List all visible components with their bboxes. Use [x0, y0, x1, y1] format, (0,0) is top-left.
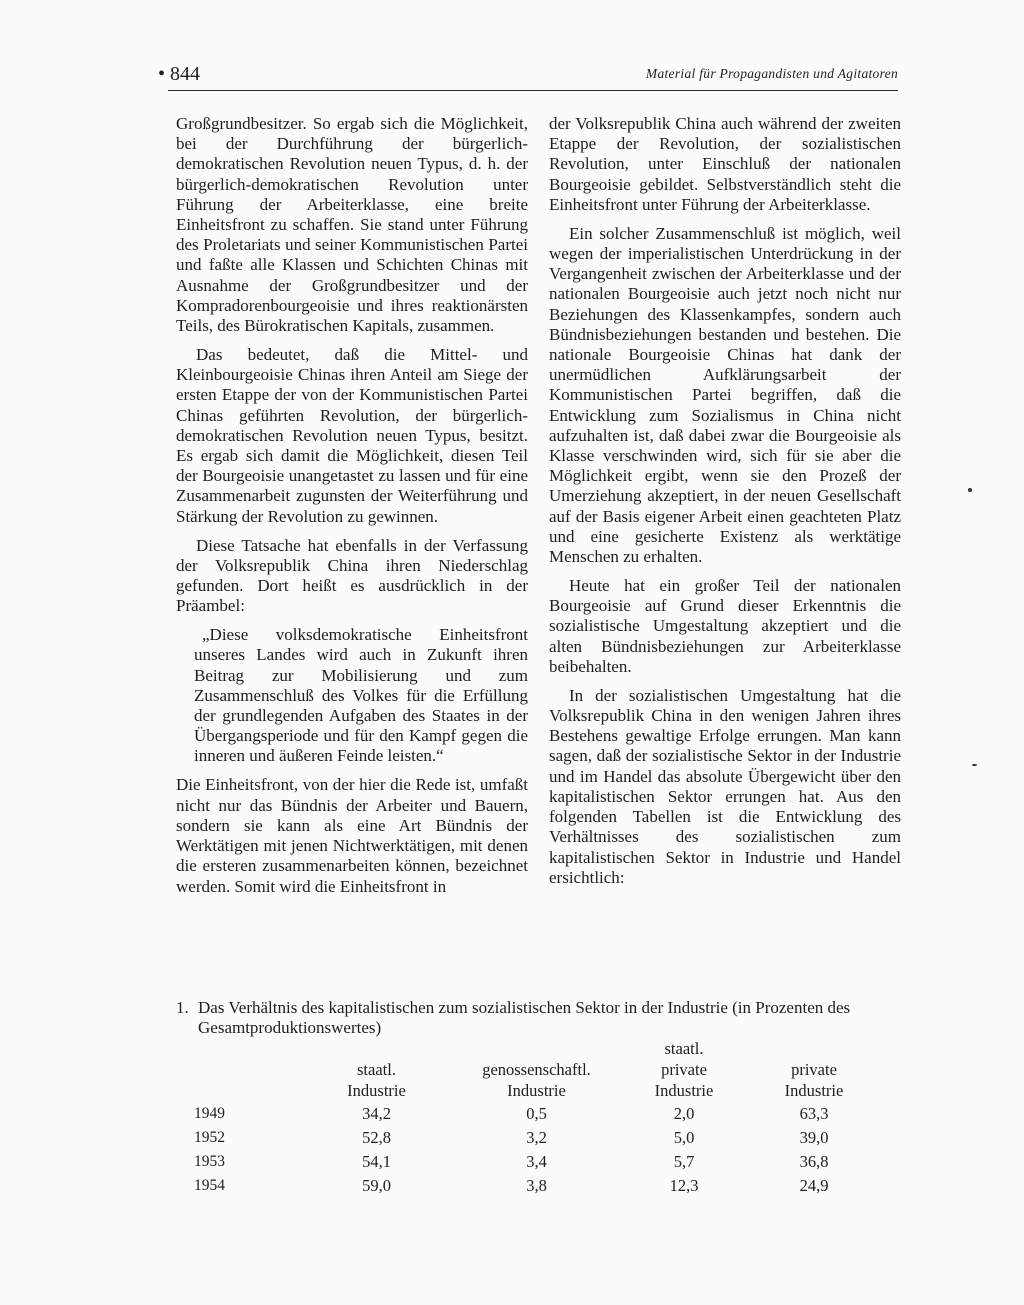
- left-column: [176, 114, 528, 906]
- column-header: private Industrie: [784, 1060, 844, 1100]
- year-cell: 1954: [194, 1176, 225, 1194]
- value-cell: 3,8: [526, 1175, 547, 1195]
- block-quote: „Diese volksdemokratische Einheitsfront unseres Landes wird auch in Zukunft ihren Beitrag zur Mobilisierung und zum Zusammenschluß des Volkes für die Erfüllung der grundlegenden Aufgaben des Staates in der Übergangsperiode und für den Kampf gegen die inneren und äußeren Feinde leisten.“: [194, 625, 528, 766]
- page-number: • 844: [158, 63, 201, 85]
- table-number: 1.: [176, 998, 189, 1017]
- value-cell: 2,0: [673, 1103, 695, 1123]
- sector-table: [194, 1038, 884, 1197]
- value-cell: 24,9: [799, 1175, 829, 1195]
- paragraph: der Volksrepublik China auch während der zweiten Etappe der Revolution, der sozialistischen Revolution, unter Einschluß der nationalen Bourgeoisie gebildet. Selbstverständlich steht die Einheitsfront unter Führung der Arbeiterklasse.: [549, 114, 901, 214]
- scan-speck: [968, 488, 972, 492]
- paragraph: In der sozialistischen Umgestaltung hat die Volksrepublik China in den wenigen Jahren ihres Bestehens gewaltige Erfolge errungen. Man kann sagen, daß der sozialistische Sektor in der Industrie und im Handel das absolute Übergewicht über den kapitalistischen Sektor errungen hat. Aus den folgenden Tabellen ist die Entwicklung des Verhältnisses des sozialistischen zum kapitalistischen Sektor in Industrie und Handel ersichtlich:: [549, 685, 901, 887]
- value-cell: 39,0: [799, 1127, 829, 1147]
- table-heading: [176, 998, 898, 1038]
- paragraph: Heute hat ein großer Teil der nationalen Bourgeoisie auf Grund dieser Erkenntnis die sozialistische Umgestaltung akzeptiert und die alten Bündnisbeziehungen zur Arbeiterklasse beibehalten.: [549, 576, 901, 676]
- value-cell: 0,5: [526, 1103, 547, 1123]
- value-cell: 34,2: [362, 1103, 391, 1123]
- table-header-row: [194, 1038, 884, 1101]
- table-row: [194, 1125, 884, 1149]
- table-caption: Das Verhältnis des kapitalistischen zum sozialistischen Sektor in der Industrie (in Prozenten des Gesamtproduktionswertes): [198, 998, 851, 1038]
- column-header: genossenschaftl. Industrie: [482, 1060, 591, 1100]
- table-row: [194, 1173, 884, 1197]
- header-rule: [168, 90, 898, 91]
- value-cell: 5,0: [673, 1127, 695, 1147]
- value-cell: 5,7: [673, 1151, 695, 1171]
- paragraph: Diese Tatsache hat ebenfalls in der Verfassung der Volksrepublik China ihren Niederschlag gefunden. Dort heißt es ausdrücklich in der Präambel:: [176, 535, 528, 616]
- table-row: [194, 1149, 884, 1173]
- value-cell: 54,1: [362, 1151, 391, 1171]
- value-cell: 3,2: [526, 1127, 547, 1147]
- table-row: [194, 1101, 884, 1125]
- year-header: [194, 1038, 304, 1101]
- value-cell: 3,4: [526, 1151, 547, 1171]
- year-cell: 1949: [194, 1104, 225, 1122]
- paragraph: Großgrundbesitzer. So ergab sich die Möglichkeit, bei der Durchführung der bürgerlich-demokratischen Revolution neuen Typus, d. h. der bürgerlich-demokratischen Revolution unter Führung der Arbeiterklasse, eine breite Einheitsfront zu schaffen. Sie stand unter Führung des Proletariats und seiner Kommunistischen Partei und faßte alle Klassen und Schichten Chinas mit Ausnahme der Großgrundbesitzer und der Kompradorenbourgeoisie und ihres reaktionärsten Teils, des Bürokratischen Kapitals, zusammen.: [176, 114, 528, 336]
- column-header: staatl. Industrie: [347, 1060, 406, 1100]
- year-cell: 1953: [194, 1152, 225, 1170]
- running-head: Material für Propagandisten und Agitatoren: [645, 66, 898, 81]
- value-cell: 52,8: [362, 1127, 391, 1147]
- scan-speck: [972, 764, 977, 766]
- value-cell: 63,3: [799, 1103, 829, 1123]
- right-column: [549, 114, 901, 897]
- column-header: staatl. private Industrie: [654, 1039, 714, 1100]
- paragraph: Ein solcher Zusammenschluß ist möglich, weil wegen der imperialistischen Unterdrückung in der Vergangenheit zwischen der Arbeiterklasse und der nationalen Bourgeoisie auch jetzt noch nicht nur Beziehungen des Klassenkampfes, sondern auch Bündnisbeziehungen bestanden und bestehen. Die nationale Bourgeoisie Chinas hat dank der unermüdlichen Aufklärungsarbeit der Kommunistischen Partei begriffen, daß die Entwicklung zum Sozialismus in China nicht aufzuhalten ist, daß dabei zwar die Bourgeoisie als Klasse verschwinden wird, sich für sie aber die Möglichkeit ergibt, wenn sie den Prozeß der Umerziehung akzeptiert, in der neuen Gesellschaft auf der Basis eigener Arbeit einen geachteten Platz und eine gesicherte Existenz als werktätige Menschen zu erhalten.: [549, 223, 901, 567]
- paragraph: Die Einheitsfront, von der hier die Rede ist, umfaßt nicht nur das Bündnis der Arbeiter und Bauern, sondern sie kann als eine Art Bündnis der Werktätigen mit jenen Nichtwerktätigen, mit denen die ersteren zusammenarbeiten können, bezeichnet werden. Somit wird die Einheitsfront in: [176, 775, 528, 896]
- value-cell: 12,3: [669, 1175, 699, 1195]
- year-cell: 1952: [194, 1128, 225, 1146]
- value-cell: 59,0: [362, 1175, 391, 1195]
- value-cell: 36,8: [799, 1151, 829, 1171]
- paragraph: Das bedeutet, daß die Mittel- und Kleinbourgeoisie Chinas ihren Anteil am Siege der ersten Etappe der von der Kommunistischen Partei Chinas geführten Revolution, der bürgerlich-demokratischen Revolution neuen Typus, besitzt. Es ergab sich damit die Möglichkeit, diesen Teil der Bourgeoisie unangetastet zu lassen und für eine Zusammenarbeit zugunsten der Weiterführung und Stärkung der Revolution zu gewinnen.: [176, 345, 528, 526]
